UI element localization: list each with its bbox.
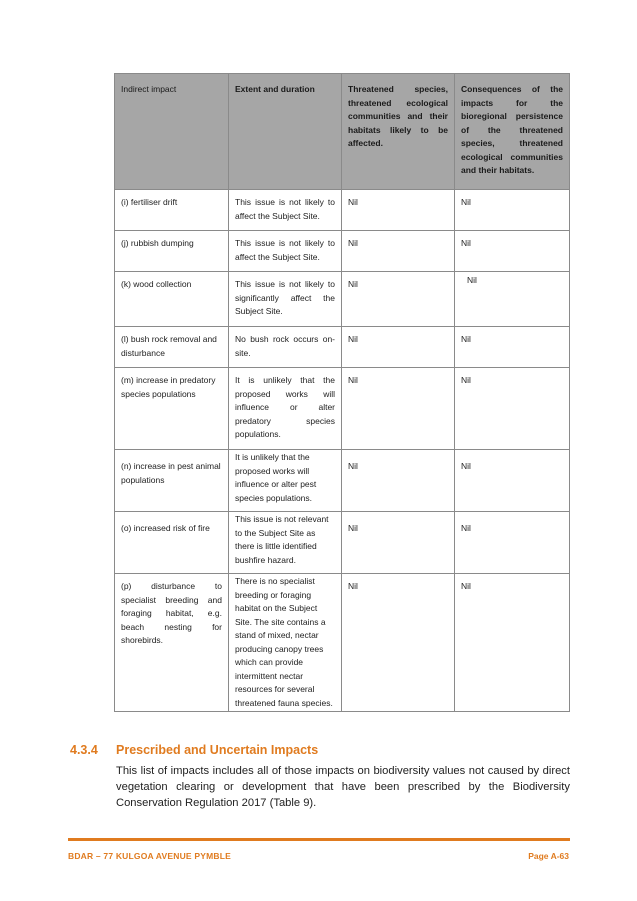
cell-species: Nil <box>342 231 455 272</box>
cell-extent: This issue is not likely to significantly affect the Subject Site. <box>229 272 342 327</box>
section-paragraph: This list of impacts includes all of those impacts on biodiversity values not caused by direct vegetation clearing or development that have been prescribed by the Biodiversity Conservation Regulation 2017 (Table 9). <box>116 765 570 809</box>
section-number: 4.3.4 <box>70 743 98 757</box>
indirect-impacts-table <box>114 73 570 712</box>
cell-extent: There is no specialist breeding or foraging habitat on the Subject Site. The site contains a stand of mixed, nectar producing canopy trees which can provide intermittent nectar resources for several threatened fauna species. <box>229 574 342 712</box>
cell-species: Nil <box>342 272 455 327</box>
header-indirect-impact: Indirect impact <box>115 74 229 190</box>
cell-species: Nil <box>342 190 455 231</box>
section-title: Prescribed and Uncertain Impacts <box>116 743 319 757</box>
table-row <box>115 272 570 327</box>
cell-consequences: Nil <box>455 327 570 368</box>
cell-impact: (k) wood collection <box>115 272 229 327</box>
table-row <box>115 512 570 574</box>
impacts-table-wrapper <box>114 73 569 712</box>
cell-consequences: Nil <box>455 190 570 231</box>
cell-impact: (j) rubbish dumping <box>115 231 229 272</box>
footer-divider <box>68 838 570 841</box>
cell-extent: No bush rock occurs on-site. <box>229 327 342 368</box>
header-threatened-species: Threatened species, threatened ecological communities and their habitats likely to be affected. <box>342 74 455 190</box>
cell-consequences: Nil <box>455 512 570 574</box>
table-row <box>115 368 570 450</box>
cell-species: Nil <box>342 574 455 712</box>
cell-impact: (n) increase in pest animal populations <box>115 450 229 512</box>
cell-consequences: Nil <box>455 272 570 327</box>
footer-page-number: Page A-63 <box>528 851 569 861</box>
cell-species: Nil <box>342 327 455 368</box>
cell-consequences: Nil <box>455 231 570 272</box>
cell-consequences: Nil <box>455 450 570 512</box>
table-row <box>115 190 570 231</box>
table-row <box>115 327 570 368</box>
footer-document-title: BDAR – 77 KULGOA AVENUE PYMBLE <box>68 851 231 861</box>
table-row <box>115 574 570 712</box>
cell-species: Nil <box>342 368 455 450</box>
cell-impact: (o) increased risk of fire <box>115 512 229 574</box>
table-row <box>115 450 570 512</box>
header-consequences: Consequences of the impacts for the bioregional persistence of the threatened species, threatened ecological communities and their habitats. <box>455 74 570 190</box>
cell-consequences: Nil <box>455 368 570 450</box>
table-row <box>115 231 570 272</box>
cell-extent: It is unlikely that the proposed works will influence or alter predatory species populations. <box>229 368 342 450</box>
cell-extent: It is unlikely that the proposed works will influence or alter pest species populations. <box>229 450 342 512</box>
cell-impact: (p) disturbance to specialist breeding and foraging habitat, e.g. beach nesting for shorebirds. <box>115 574 229 712</box>
cell-impact: (l) bush rock removal and disturbance <box>115 327 229 368</box>
cell-extent: This issue is not relevant to the Subject Site as there is little identified bushfire hazard. <box>229 512 342 574</box>
cell-species: Nil <box>342 512 455 574</box>
cell-consequences: Nil <box>455 574 570 712</box>
cell-impact: (m) increase in predatory species populations <box>115 368 229 450</box>
table-header-row <box>115 74 570 190</box>
cell-extent: This issue is not likely to affect the Subject Site. <box>229 231 342 272</box>
cell-species: Nil <box>342 450 455 512</box>
header-extent-duration: Extent and duration <box>229 74 342 190</box>
cell-extent: This issue is not likely to affect the Subject Site. <box>229 190 342 231</box>
cell-impact: (i) fertiliser drift <box>115 190 229 231</box>
